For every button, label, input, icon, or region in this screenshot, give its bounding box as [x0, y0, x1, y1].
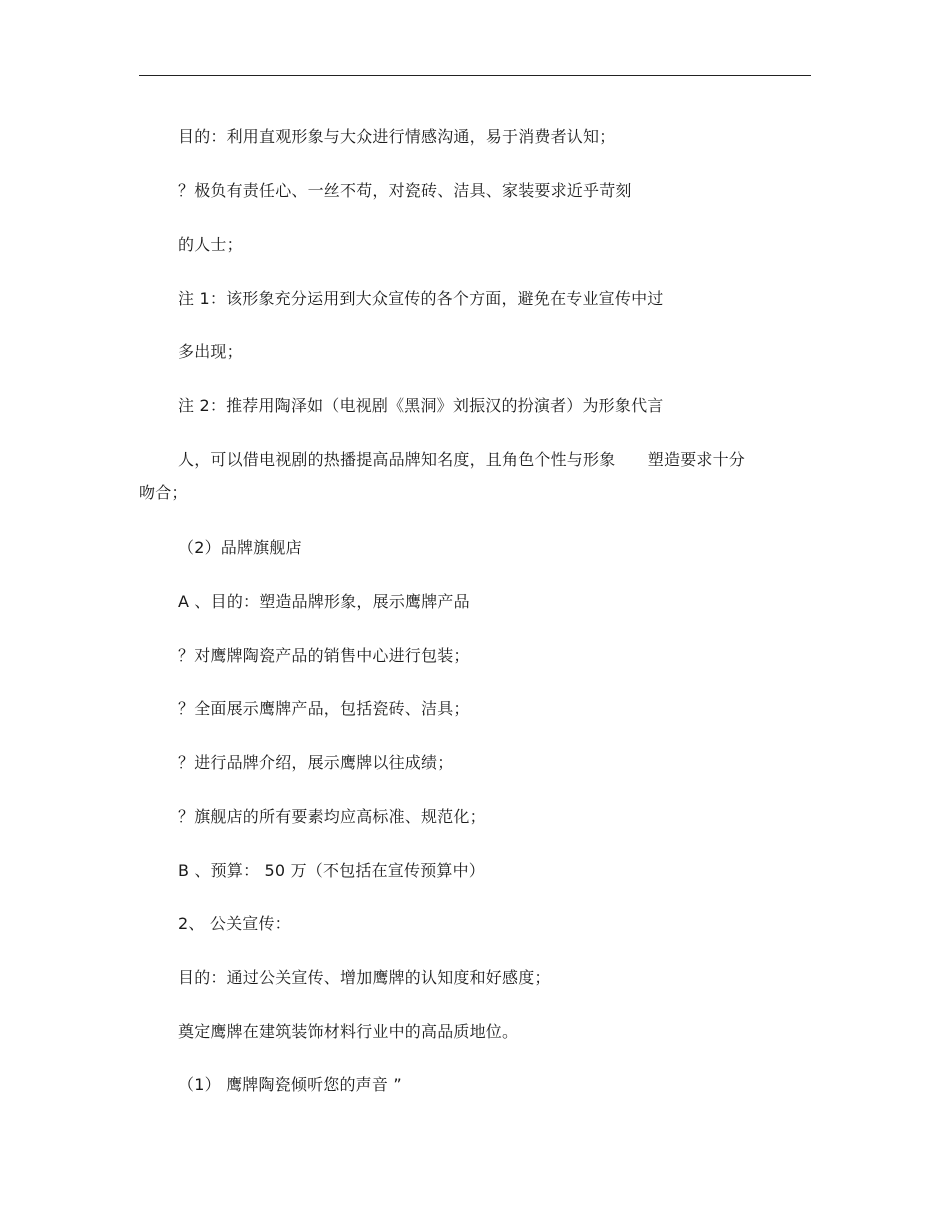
- text-line: ？全面展示鹰牌产品，包括瓷砖、洁具；: [178, 699, 470, 718]
- text-line: 目的：利用直观形象与大众进行情感沟通，易于消费者认知；: [178, 127, 616, 146]
- text-line: ？旗舰店的所有要素均应高标准、规范化；: [178, 807, 486, 826]
- section-heading: （1） 鹰牌陶瓷倾听您的声音 ”: [178, 1075, 402, 1094]
- text-line: ？进行品牌介绍，展示鹰牌以往成绩；: [178, 753, 454, 772]
- text-line: 目的：通过公关宣传、增加鹰牌的认知度和好感度；: [178, 968, 551, 987]
- section-heading: 2、 公关宣传：: [178, 914, 291, 933]
- text-line: 注 1：该形象充分运用到大众宣传的各个方面，避免在专业宣传中过: [178, 289, 664, 308]
- text-line: 的人士；: [178, 235, 243, 254]
- text-line: 人，可以借电视剧的热播提高品牌知名度，且角色个性与形象 塑造要求十分: [178, 450, 746, 469]
- text-line: A 、目的：塑造品牌形象，展示鹰牌产品: [178, 592, 470, 611]
- section-heading: （2）品牌旗舰店: [178, 538, 302, 557]
- text-line: 注 2：推荐用陶泽如（电视剧《黑洞》刘振汉的扮演者）为形象代言: [178, 396, 664, 415]
- text-line: B 、预算： 50 万（不包括在宣传预算中）: [178, 861, 485, 880]
- header-rule: [139, 75, 811, 76]
- text-line: 多出现；: [178, 342, 243, 361]
- text-line: ？极负有责任心、一丝不苟，对瓷砖、洁具、家装要求近乎苛刻: [178, 181, 632, 200]
- text-line: 奠定鹰牌在建筑装饰材料行业中的高品质地位。: [178, 1022, 519, 1041]
- text-line: ？对鹰牌陶瓷产品的销售中心进行包装；: [178, 646, 470, 665]
- text-line: 吻合；: [139, 483, 188, 502]
